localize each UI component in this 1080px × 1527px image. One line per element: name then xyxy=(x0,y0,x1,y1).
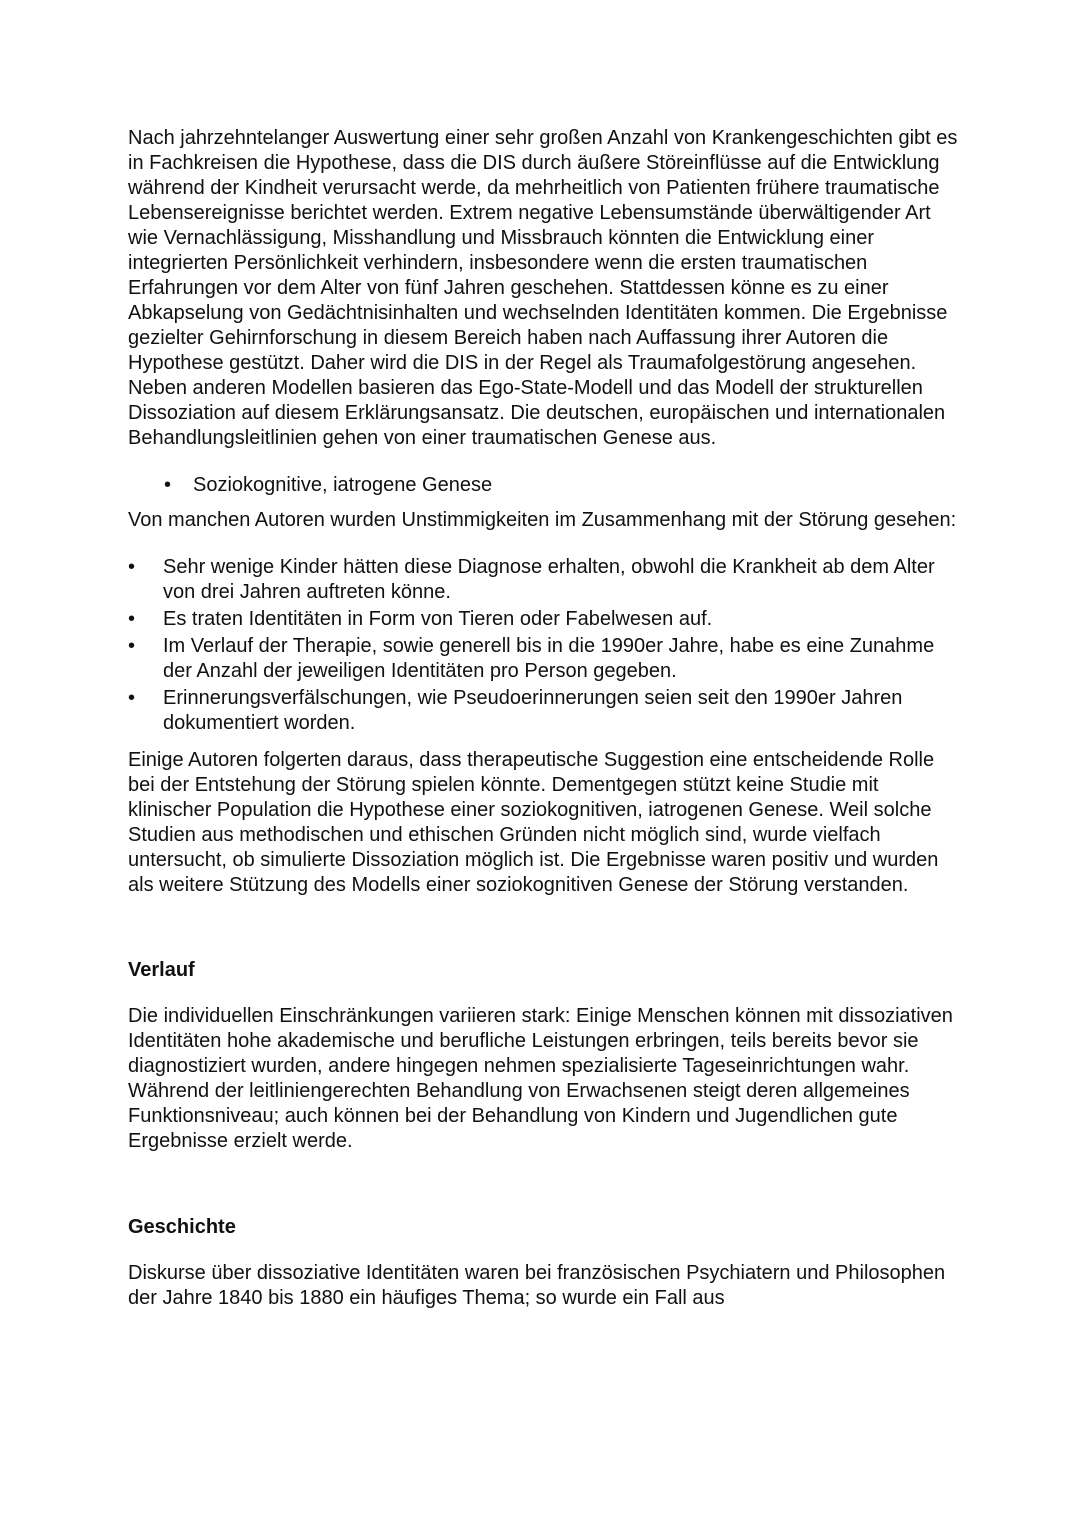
section-body-verlauf: Die individuellen Einschränkungen variieren stark: Einige Menschen können mit dissoziativen Identitäten hohe akademische und berufliche Leistungen erbringen, teils bereits bevor sie diagnostiziert wurden, andere hingegen nehmen spezialisierte Tageseinrichtungen wahr. Während der leitliniengerechten Behandlung von Erwachsenen steigt deren allgemeines Funktionsniveau; auch können bei der Behandlung von Kindern und Jugendlichen gute Ergebnisse erzielt werde. xyxy=(128,1005,953,1152)
list-item-text: Im Verlauf der Therapie, sowie generell bis in die 1990er Jahre, habe es eine Zunahme der Anzahl der jeweiligen Identitäten pro Person gegeben. xyxy=(163,635,935,682)
list-intro-paragraph: Von manchen Autoren wurden Unstimmigkeiten im Zusammenhang mit der Störung gesehen: xyxy=(128,509,957,531)
list-item xyxy=(128,686,958,736)
document-page xyxy=(128,126,958,1311)
section-heading-geschichte: Geschichte xyxy=(128,1216,236,1238)
conclusion-paragraph: Einige Autoren folgerten daraus, dass therapeutische Suggestion eine entscheidende Rolle bei der Entstehung der Störung spielen könnte. Dementgegen stützt keine Studie mit klinischer Population die Hypothese einer soziokognitiven, iatrogenen Genese. Weil solche Studien aus methodischen und ethischen Gründen nicht möglich sind, wurde vielfach untersucht, ob simulierte Dissoziation möglich ist. Die Ergebnisse waren positiv und wurden als weitere Stützung des Modells einer soziokognitiven Genese der Störung verstanden. xyxy=(128,749,939,896)
bullet-list xyxy=(128,555,958,736)
bullet-dot-icon: • xyxy=(164,474,172,496)
section-heading-verlauf: Verlauf xyxy=(128,959,195,981)
bullet-dot-icon: • xyxy=(128,608,136,630)
list-item-text: Sehr wenige Kinder hätten diese Diagnose erhalten, obwohl die Krankheit ab dem Alter von drei Jahren auftreten könne. xyxy=(163,556,935,603)
list-item xyxy=(128,634,958,684)
list-item xyxy=(128,555,958,605)
section-body-geschichte: Diskurse über dissoziative Identitäten waren bei französischen Psychiatern und Philosophen der Jahre 1840 bis 1880 ein häufiges Thema; so wurde ein Fall aus xyxy=(128,1262,946,1309)
list-item-text: Es traten Identitäten in Form von Tieren oder Fabelwesen auf. xyxy=(163,608,713,630)
bullet-heading-text: Soziokognitive, iatrogene Genese xyxy=(193,474,493,496)
bullet-dot-icon: • xyxy=(128,687,136,709)
list-item xyxy=(128,607,958,632)
intro-paragraph: Nach jahrzehntelanger Auswertung einer sehr großen Anzahl von Krankengeschichten gibt es in Fachkreisen die Hypothese, dass die DIS durch äußere Störeinflüsse auf die Entwicklung während der Kindheit verursacht werde, da mehrheitlich von Patienten frühere traumatische Lebensereignisse berichtet werden. Extrem negative Lebensumstände überwältigender Art wie Vernachlässigung, Misshandlung und Missbrauch könnten die Entwicklung einer integrierten Persönlichkeit verhindern, insbesondere wenn die ersten traumatischen Erfahrungen vor dem Alter von fünf Jahren geschehen. Stattdessen könne es zu einer Abkapselung von Gedächtnisinhalten und wechselnden Identitäten kommen. Die Ergebnisse gezielter Gehirnforschung in diesem Bereich haben nach Auffassung ihrer Autoren die Hypothese gestützt. Daher wird die DIS in der Regel als Traumafolgestörung angesehen. Neben anderen Modellen basieren das Ego-State-Modell und das Modell der strukturellen Dissoziation auf diesem Erklärungsansatz. Die deutschen, europäischen und internationalen Behandlungsleitlinien gehen von einer traumatischen Genese aus. xyxy=(128,127,958,449)
bullet-heading xyxy=(164,473,958,498)
bullet-dot-icon: • xyxy=(128,635,136,657)
list-item-text: Erinnerungsverfälschungen, wie Pseudoerinnerungen seien seit den 1990er Jahren dokumentiert worden. xyxy=(163,687,903,734)
bullet-dot-icon: • xyxy=(128,556,136,578)
